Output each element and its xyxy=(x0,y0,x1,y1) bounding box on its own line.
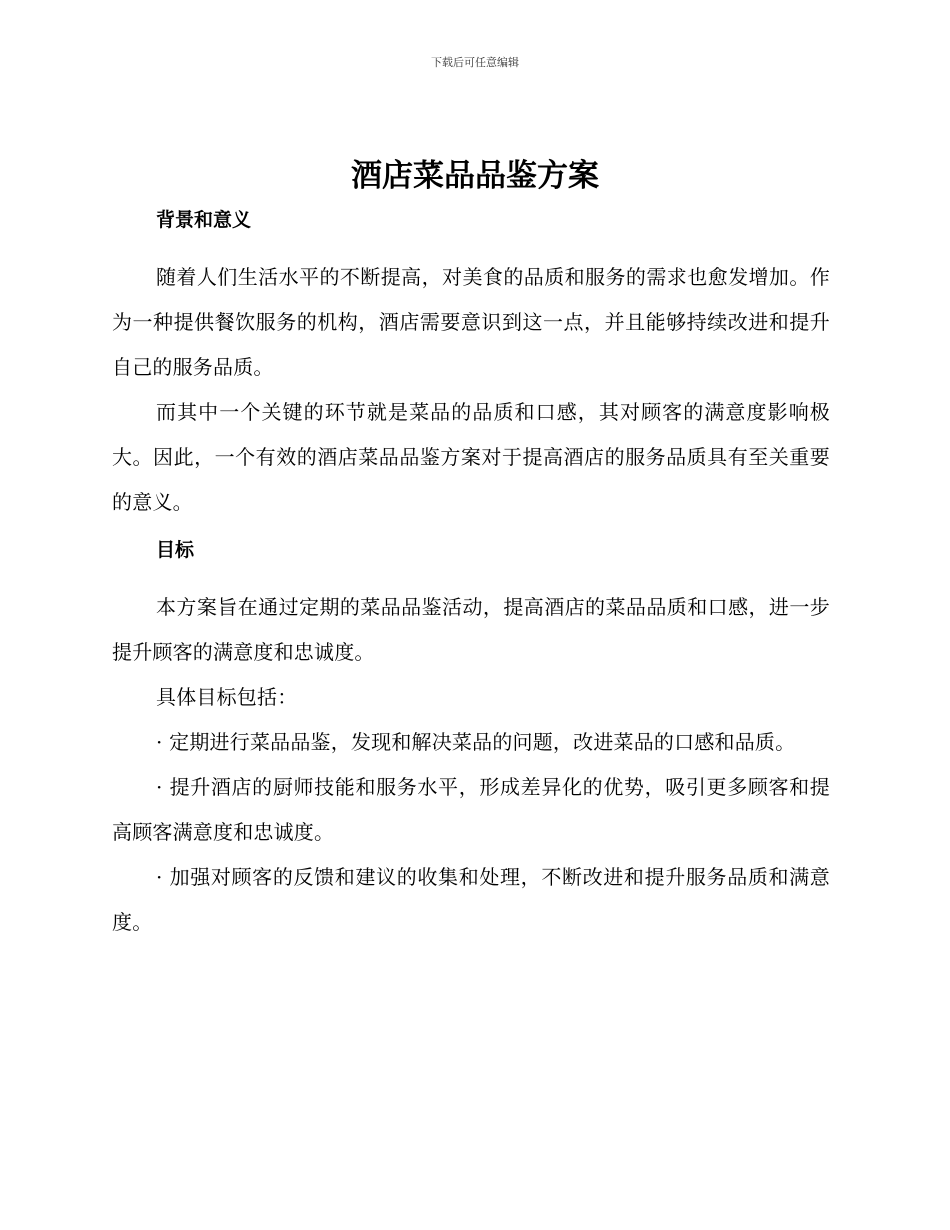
paragraph: 具体目标包括： xyxy=(156,685,298,709)
bullet-item: · 定期进行菜品品鉴，发现和解决菜品的问题，改进菜品的口感和品质。 xyxy=(156,730,796,754)
bullet-item: · 加强对顾客的反馈和建议的收集和处理，不断改进和提升服务品质和满意度。 xyxy=(112,865,830,934)
document-body xyxy=(112,203,830,945)
paragraph: 本方案旨在通过定期的菜品品鉴活动，提高酒店的菜品品质和口感，进一步提升顾客的满意度和忠诚度。 xyxy=(112,595,830,664)
document-title: 酒店菜品品鉴方案 xyxy=(351,158,599,194)
paragraph: 随着人们生活水平的不断提高，对美食的品质和服务的需求也愈发增加。作为一种提供餐饮服务的机构，酒店需要意识到这一点，并且能够持续改进和提升自己的服务品质。 xyxy=(112,265,830,379)
header-note: 下载后可任意编辑 xyxy=(431,56,519,69)
paragraph: 而其中一个关键的环节就是菜品的品质和口感，其对顾客的满意度影响极大。因此，一个有效的酒店菜品品鉴方案对于提高酒店的服务品质具有至关重要的意义。 xyxy=(112,400,830,514)
bullet-item: · 提升酒店的厨师技能和服务水平，形成差异化的优势，吸引更多顾客和提高顾客满意度和忠诚度。 xyxy=(112,775,830,844)
section-heading-background: 背景和意义 xyxy=(156,209,252,231)
section-heading-goals: 目标 xyxy=(156,539,195,561)
